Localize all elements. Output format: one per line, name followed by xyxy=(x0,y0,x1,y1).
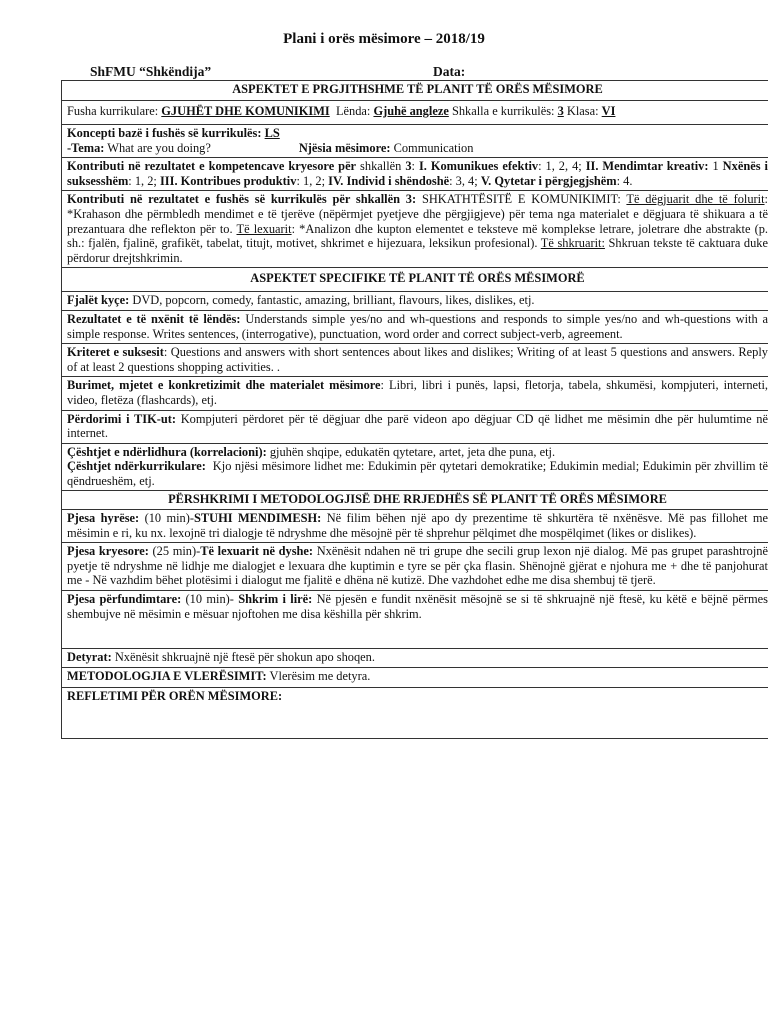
kryesore-activity: Të lexuarit në dyshe: xyxy=(200,544,314,559)
komp2-label: II. Mendimtar kreativ: xyxy=(585,159,709,174)
kryesore-text: Nxënësit ndahen në tri grupe dhe secili grup lexon një dialog. Më pas grupet parashtrojnë pyetje të ndryshme në lidhje me dialogjet e lexuara dhe kuptimin e tyre se për çka flasin. Shënojnë gjërat e njohura me + dhe të panjohurat me - Në vazhdim bëhet plotësimi i dialogut me fjalitë e dhëna në kutizë. Dhe vazhdohet edhe me disa shembuj të tjerë. xyxy=(67,544,768,588)
vleresimi-cell xyxy=(62,667,768,687)
detyrat-row xyxy=(62,649,768,668)
nderkurr-value: Kjo njësi mësimore lidhet me: Edukimin për qytetari demokratike; Edukimin medial; Edukimin për zhvillim të qëndrueshëm, etj. xyxy=(67,459,768,488)
general-header-row xyxy=(62,81,768,101)
kontributi-komp-label: Kontributi në rezultatet e kompetencave kryesore për xyxy=(67,159,357,174)
vleresimi-row xyxy=(62,667,768,687)
njesia-label: Njësia mësimore: xyxy=(298,140,391,155)
ceshtjet-cell xyxy=(62,443,768,491)
hyrese-time: (10 min)- xyxy=(144,511,195,526)
burimet-label: Burimet, mjetet e konkretizimit dhe materialet mësimore xyxy=(67,378,381,393)
komp3-label: Nxënës i suksesshëm xyxy=(67,159,768,188)
refletimi-row xyxy=(62,687,768,738)
fjalet-cell xyxy=(62,292,768,311)
kryesore-cell xyxy=(62,543,768,591)
kryesore-time: (25 min)- xyxy=(152,544,201,559)
fusha-row xyxy=(62,101,768,125)
tik-label: Përdorimi i TIK-ut: xyxy=(67,411,177,426)
komp4-label: III. Kontribues produktiv xyxy=(159,173,297,188)
lexuarit-label: Të lexuarit xyxy=(236,221,292,236)
tema-label: -Tema: xyxy=(67,140,105,155)
kontributi-fushe-row xyxy=(62,191,768,268)
detyrat-label: Detyrat: xyxy=(67,650,112,665)
kontributi-fushe-label: Kontributi në rezultatet e fushës së kurrikulës për shkallën 3: xyxy=(67,192,417,207)
rezultatet-value: Understands simple yes/no and wh-questions and responds to simple yes/no and wh-questions with a simple response. Writes sentences, (interrogative), punctuation, word order and correct subject-verb, agreement. xyxy=(67,311,768,341)
hyrese-activity: STUHI MENDIMESH: xyxy=(194,511,322,526)
kriteret-row xyxy=(62,344,768,377)
koncepti-row xyxy=(62,125,768,158)
tik-value: Kompjuteri përdoret për të dëgjuar dhe parë videon apo dëgjuar CD që lidhet me mësimin dhe për hulumtime në internet. xyxy=(67,411,768,441)
tik-row xyxy=(62,410,768,443)
specific-header-row xyxy=(62,268,768,292)
kryesore-label: Pjesa kryesore: xyxy=(67,544,149,559)
fusha-label: Fusha kurrikulare: xyxy=(67,104,159,118)
degjuarit-label: Të dëgjuarit dhe të folurit xyxy=(626,192,765,207)
koncepti-label: Koncepti bazë i fushës së kurrikulës: xyxy=(67,126,262,140)
lesson-plan-table xyxy=(61,80,768,739)
refletimi-cell xyxy=(62,687,768,738)
koncepti-cell xyxy=(62,125,768,158)
detyrat-value: Nxënësit shkruajnë një ftesë për shokun apo shoqen. xyxy=(114,650,375,665)
kontributi-komp-pre: shkallën xyxy=(360,159,402,174)
komp6-value: : 4. xyxy=(616,173,633,188)
degjuarit-text: : *Krahason dhe përmbledh mendimet e të tjerëve (nëpërmjet pyetjeve dhe përgjigjeve) për tema nga materialet e dëgjuara të shikuara a të prezantuara dhe reflekton për to. xyxy=(67,192,768,236)
klasa-value: VI xyxy=(601,104,616,118)
refletimi-label: REFLETIMI PËR ORËN MËSIMORE: xyxy=(67,688,283,703)
hyrese-text: Në filim bëhen një apo dy prezentime të shkurtëra të nxënësve. Më pas fillohet me mësimin e ri, ku nx. lexojnë tri dialogje të ndryshme dhe mësojnë për të shprehur pëlqimet dhe mospëlqimet (likes or dislikes). xyxy=(67,511,768,540)
rezultatet-cell xyxy=(62,310,768,343)
kompetencat-cell: Kontributi në rezultatet e kompetencave kryesore për shkallën 3: I. Komunikues efektiv: 1, 2, 4; II. Mendimtar kreativ: 1 Nxënës i suksesshëm: 1, 2; III. Kontribues produktiv: 1, 2; IV. Individ i shëndoshë: 3, 4; V. Qytetar i përgjegjshëm: 4. xyxy=(62,158,768,191)
tik-cell xyxy=(62,410,768,443)
shkruarit-text: Shkruan tekste të caktuara duke përdorur drejtshkrimin. xyxy=(67,236,768,265)
komp5-value: : 3, 4; xyxy=(449,173,478,188)
njesia-value: Communication xyxy=(393,140,474,155)
specific-section-title: ASPEKTET SPECIFIKE TË PLANIT TË ORËS MËSIMORË xyxy=(62,268,768,292)
shkalla-value: 3 xyxy=(557,104,564,118)
ceshtjet-label: Çështjet e ndërlidhura (korrelacioni): xyxy=(67,444,267,459)
fjalet-row xyxy=(62,292,768,311)
method-header-row xyxy=(62,491,768,510)
komp1-value: : 1, 2, 4; xyxy=(538,159,582,174)
lexuarit-text: : *Analizon dhe kupton elementet e teksteve më komplekse letrare, joletrare dhe abstrakte (p. sh.: fjalën, fjalinë, grafikët, tabelat, titujt, motivet, shkrimet e hijezuara, leksikun profesional). xyxy=(67,221,768,251)
komp4-value: : 1, 2; xyxy=(296,173,326,188)
ceshtjet-row xyxy=(62,443,768,491)
hyrese-cell xyxy=(62,510,768,543)
date-label: Data: xyxy=(433,64,466,79)
fusha-value: GJUHËT DHE KOMUNIKIMI xyxy=(161,104,330,118)
tema-value: What are you doing? xyxy=(107,140,211,155)
perfundimtare-cell xyxy=(62,591,768,649)
vleresimi-label: METODOLOGJIA E VLERËSIMIT: xyxy=(67,668,267,683)
komp1-label: I. Komunikues efektiv xyxy=(418,159,539,174)
shkalla-label: Shkalla e kurrikulës: xyxy=(451,104,555,118)
kontributi-fushe-cell xyxy=(62,191,768,268)
perfundimtare-text: Në pjesën e fundit nxënësit mësojnë se si të shkruajnë një ftesë, ku këtë e bëjnë përmes shembujve në mësimin e mësuar njoftohen me disa këshilla për shkrim. xyxy=(67,592,768,621)
kriteret-cell xyxy=(62,344,768,377)
hyrese-row xyxy=(62,510,768,543)
kriteret-label: Kriteret e suksesit xyxy=(67,345,164,360)
kontributi-fushe-area: SHKATHTËSITË E KOMUNIKIMIT: xyxy=(421,192,621,207)
nderkurr-label: Çështjet ndërkurrikulare: xyxy=(67,459,206,474)
koncepti-value: LS xyxy=(264,126,280,140)
perfundimtare-label: Pjesa përfundimtare: xyxy=(67,592,182,607)
burimet-row xyxy=(62,377,768,410)
page-title: Plani i orës mësimore – 2018/19 xyxy=(283,31,485,47)
fusha-cell xyxy=(62,101,768,125)
school-name: ShFMU “Shkëndija” xyxy=(90,64,212,79)
vleresimi-value: Vlerësim me detyra. xyxy=(269,668,371,683)
perfundimtare-row xyxy=(62,591,768,649)
perfundimtare-time: (10 min)- xyxy=(185,592,234,607)
rezultatet-row xyxy=(62,310,768,343)
method-section-title: PËRSHKRIMI I METODOLOGJISË DHE RRJEDHËS SË PLANIT TË ORËS MËSIMORE xyxy=(62,491,768,510)
kompetencat-row xyxy=(62,158,768,191)
kontributi-komp-num: 3 xyxy=(405,159,412,174)
komp5-label: IV. Individ i shëndoshë xyxy=(328,173,450,188)
klasa-label: Klasa: xyxy=(566,104,599,118)
fjalet-label: Fjalët kyçe: xyxy=(67,293,130,308)
komp3-value: : 1, 2; xyxy=(128,173,157,188)
perfundimtare-activity: Shkrim i lirë: xyxy=(238,592,313,607)
komp6-label: V. Qytetar i përgjegjshëm xyxy=(480,173,617,188)
komp2-value: 1 xyxy=(712,159,719,174)
lenda-value: Gjuhë angleze xyxy=(373,104,449,118)
burimet-cell xyxy=(62,377,768,410)
hyrese-label: Pjesa hyrëse: xyxy=(67,511,140,526)
rezultatet-label: Rezultatet e të nxënit të lëndës: xyxy=(67,311,241,326)
ceshtjet-value: gjuhën shqipe, edukatën qytetare, artet, jeta dhe puna, etj. xyxy=(269,444,556,459)
lenda-label: Lënda: xyxy=(335,104,371,118)
detyrat-cell xyxy=(62,649,768,668)
kriteret-value: : Questions and answers with short sentences about likes and dislikes; Writing of at least 5 questions and answers. Reply of at least 2 questions shopping activities. . xyxy=(67,345,768,374)
burimet-value: : Libri, libri i punës, lapsi, fletorja, tabela, shkumësi, kompjuteri, interneti, video, fletëza (flashcards), etj. xyxy=(67,378,768,407)
kryesore-row xyxy=(62,543,768,591)
general-section-title: ASPEKTET E PRGJITHSHME TË PLANIT TË ORËS MËSIMORE xyxy=(62,81,768,101)
shkruarit-label: Të shkruarit: xyxy=(540,236,605,251)
fjalet-value: DVD, popcorn, comedy, fantastic, amazing, brilliant, flavours, likes, dislikes, etj. xyxy=(132,293,535,308)
